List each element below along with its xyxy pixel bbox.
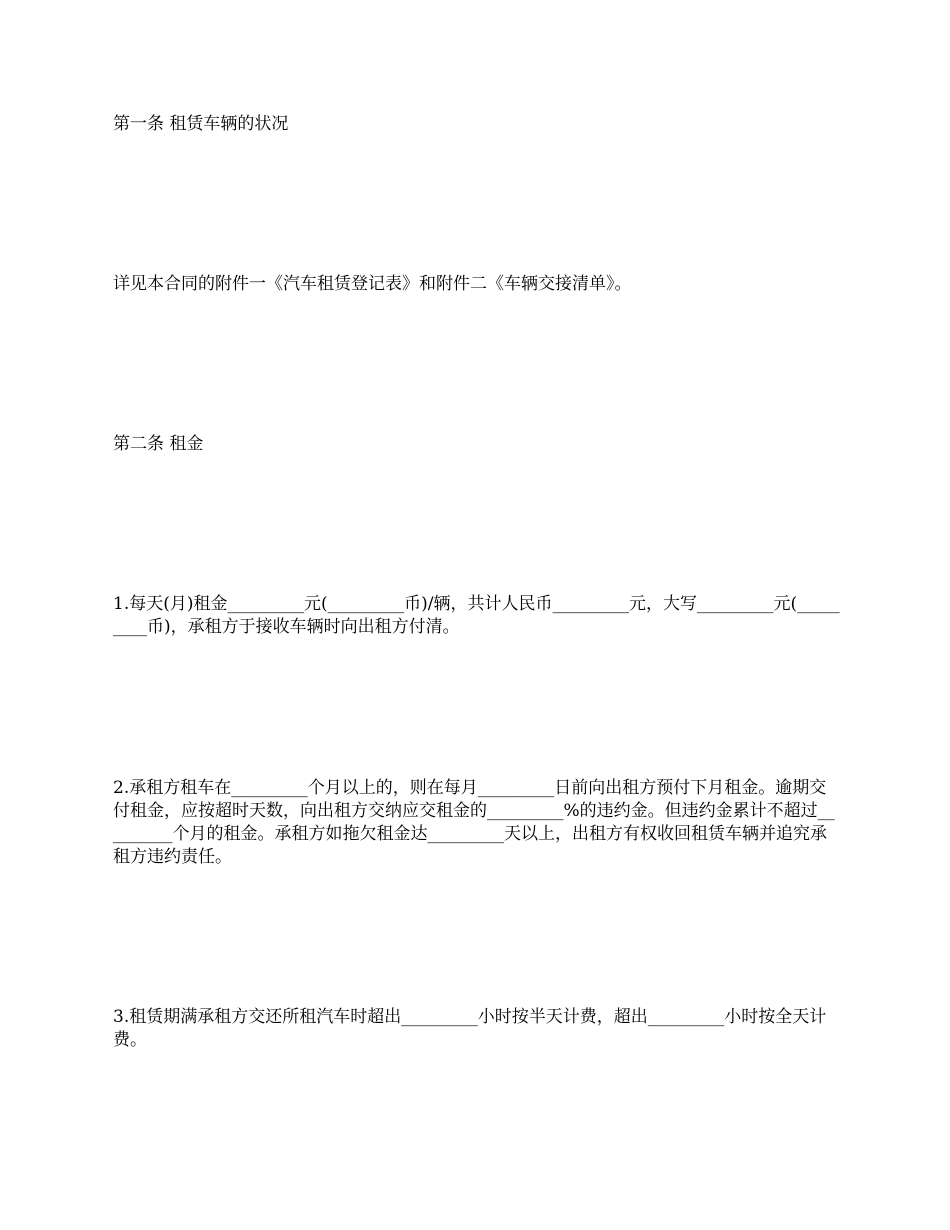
rent-clause-3: 3.租赁期满承租方交还所租汽车时超出_________小时按半天计费，超出_________小时按全天计费。 [113, 1007, 827, 1050]
article-1-heading: 第一条 租赁车辆的状况 [113, 114, 289, 134]
rent-clause-1: 1.每天(月)租金_________元(_________币)/辆，共计人民币_________元，大写_________元(_________币)，承租方于接收车辆时向出租方付清。 [113, 594, 840, 637]
article-2-heading: 第二条 租金 [113, 434, 204, 454]
article-1-body: 详见本合同的附件一《汽车租赁登记表》和附件二《车辆交接清单》。 [113, 274, 632, 294]
rent-clause-2: 2.承租方租车在_________个月以上的，则在每月_________日前向出租方预付下月租金。逾期交付租金，应按超时天数，向出租方交纳应交租金的_________%的违约金。但违约金累计不超过_________个月的租金。承租方如拖欠租金达_________天以上，出租方有权收回租赁车辆并追究承租方违约责任。 [113, 778, 835, 867]
